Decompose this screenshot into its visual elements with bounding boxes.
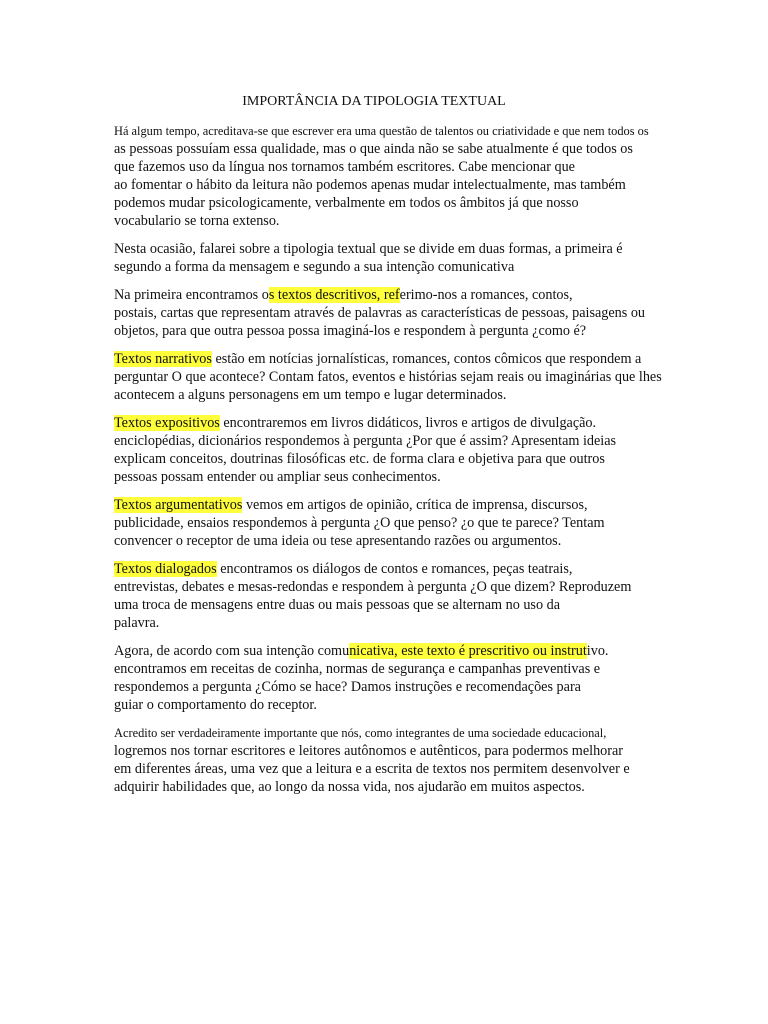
paragraph-1-line-3: que fazemos uso da língua nos tornamos também escritores. Cabe mencionar que bbox=[114, 159, 575, 175]
paragraph-3-line-1 bbox=[114, 286, 573, 304]
paragraph-8-line-1 bbox=[114, 642, 608, 660]
paragraph-7-line-2: entrevistas, debates e mesas-redondas e respondem à pergunta ¿O que dizem? Reproduzem bbox=[114, 579, 632, 595]
paragraph-4-post: estão em notícias jornalísticas, romances, contos cômicos que respondem a bbox=[211, 351, 642, 367]
highlighted-text-argumentativos: Textos argumentativos bbox=[114, 497, 243, 513]
paragraph-1-line-1: Há algum tempo, acreditava-se que escrever era uma questão de talentos ou criatividade e que nem todos os bbox=[114, 124, 649, 138]
paragraph-6-line-1 bbox=[114, 496, 588, 514]
paragraph-7-line-1 bbox=[114, 560, 572, 578]
paragraph-7-post: encontramos os diálogos de contos e romances, peças teatrais, bbox=[216, 561, 573, 577]
highlighted-text-dialogados: Textos dialogados bbox=[114, 561, 217, 577]
paragraph-7-line-4: palavra. bbox=[114, 615, 160, 631]
paragraph-7-line-3: uma troca de mensagens entre duas ou mais pessoas que se alternam no uso da bbox=[114, 597, 560, 613]
paragraph-5-line-3: explicam conceitos, doutrinas filosóficas etc. de forma clara e objetiva para que outros bbox=[114, 451, 605, 467]
paragraph-5-post: encontraremos em livros didáticos, livros e artigos de divulgação. bbox=[219, 415, 597, 431]
paragraph-4-line-3: acontecem a alguns personagens em um tempo e lugar determinados. bbox=[114, 387, 507, 403]
paragraph-2-line-1: Nesta ocasião, falarei sobre a tipologia textual que se divide em duas formas, a primeira é bbox=[114, 241, 623, 257]
highlighted-text-descritivos: s textos descritivos, ref bbox=[268, 287, 400, 303]
paragraph-3-pre: Na primeira encontramos o bbox=[114, 287, 269, 303]
paragraph-1-line-5: podemos mudar psicologicamente, verbalmente em todos os âmbitos já que nosso bbox=[114, 195, 579, 211]
paragraph-8-post: ivo. bbox=[586, 643, 609, 659]
paragraph-2-line-2: segundo a forma da mensagem e segundo a sua intenção comunicativa bbox=[114, 259, 515, 275]
paragraph-6-line-2: publicidade, ensaios respondemos à pergunta ¿O que penso? ¿o que te parece? Tentam bbox=[114, 515, 605, 531]
paragraph-5-line-2: enciclopédias, dicionários respondemos à pergunta ¿Por que é assim? Apresentam ideias bbox=[114, 433, 617, 449]
paragraph-8-line-4: guiar o comportamento do receptor. bbox=[114, 697, 317, 713]
highlighted-text-prescritivo: nicativa, este texto é prescritivo ou instrut bbox=[349, 643, 587, 659]
paragraph-3-line-2: postais, cartas que representam através de palavras as características de pessoas, paisagens ou bbox=[114, 305, 646, 321]
paragraph-3-line-3: objetos, para que outra pessoa possa imaginá-los e respondem à pergunta ¿como é? bbox=[114, 323, 587, 339]
document-title-text: IMPORTÂNCIA DA TIPOLOGIA TEXTUAL bbox=[242, 94, 506, 109]
paragraph-1-line-6: vocabulario se torna extenso. bbox=[114, 213, 280, 229]
highlighted-text-narrativos: Textos narrativos bbox=[114, 351, 212, 367]
paragraph-9-line-1: Acredito ser verdadeiramente importante que nós, como integrantes de uma sociedade educacional, bbox=[114, 726, 607, 740]
paragraph-3-post: erimo-nos a romances, contos, bbox=[399, 287, 573, 303]
highlighted-text-expositivos: Textos expositivos bbox=[114, 415, 220, 431]
paragraph-8-line-2: encontramos em receitas de cozinha, normas de segurança e campanhas preventivas e bbox=[114, 661, 601, 677]
paragraph-8-pre: Agora, de acordo com sua intenção comu bbox=[114, 643, 350, 659]
paragraph-6-line-3: convencer o receptor de uma ideia ou tese apresentando razões ou argumentos. bbox=[114, 533, 562, 549]
paragraph-9-line-4: adquirir habilidades que, ao longo da nossa vida, nos ajudarão em muitos aspectos. bbox=[114, 779, 585, 795]
paragraph-5-line-4: pessoas possam entender ou ampliar seus conhecimentos. bbox=[114, 469, 441, 485]
paragraph-4-line-1 bbox=[114, 350, 641, 368]
paragraph-9-line-2: logremos nos tornar escritores e leitores autônomos e autênticos, para podermos melhorar bbox=[114, 743, 624, 759]
paragraph-6-post: vemos em artigos de opinião, crítica de imprensa, discursos, bbox=[242, 497, 588, 513]
paragraph-1-line-4: ao fomentar o hábito da leitura não podemos apenas mudar intelectualmente, mas também bbox=[114, 177, 626, 193]
document-title bbox=[0, 94, 768, 110]
paragraph-1-line-2: as pessoas possuíam essa qualidade, mas o que ainda não se sabe atualmente é que todos os bbox=[114, 141, 633, 157]
paragraph-8-line-3: respondemos a pergunta ¿Cómo se hace? Damos instruções e recomendações para bbox=[114, 679, 581, 695]
paragraph-9-line-3: em diferentes áreas, uma vez que a leitura e a escrita de textos nos permitem desenvolver e bbox=[114, 761, 630, 777]
paragraph-5-line-1 bbox=[114, 414, 596, 432]
paragraph-4-line-2: perguntar O que acontece? Contam fatos, eventos e histórias sejam reais ou imaginárias que lhes bbox=[114, 369, 662, 385]
